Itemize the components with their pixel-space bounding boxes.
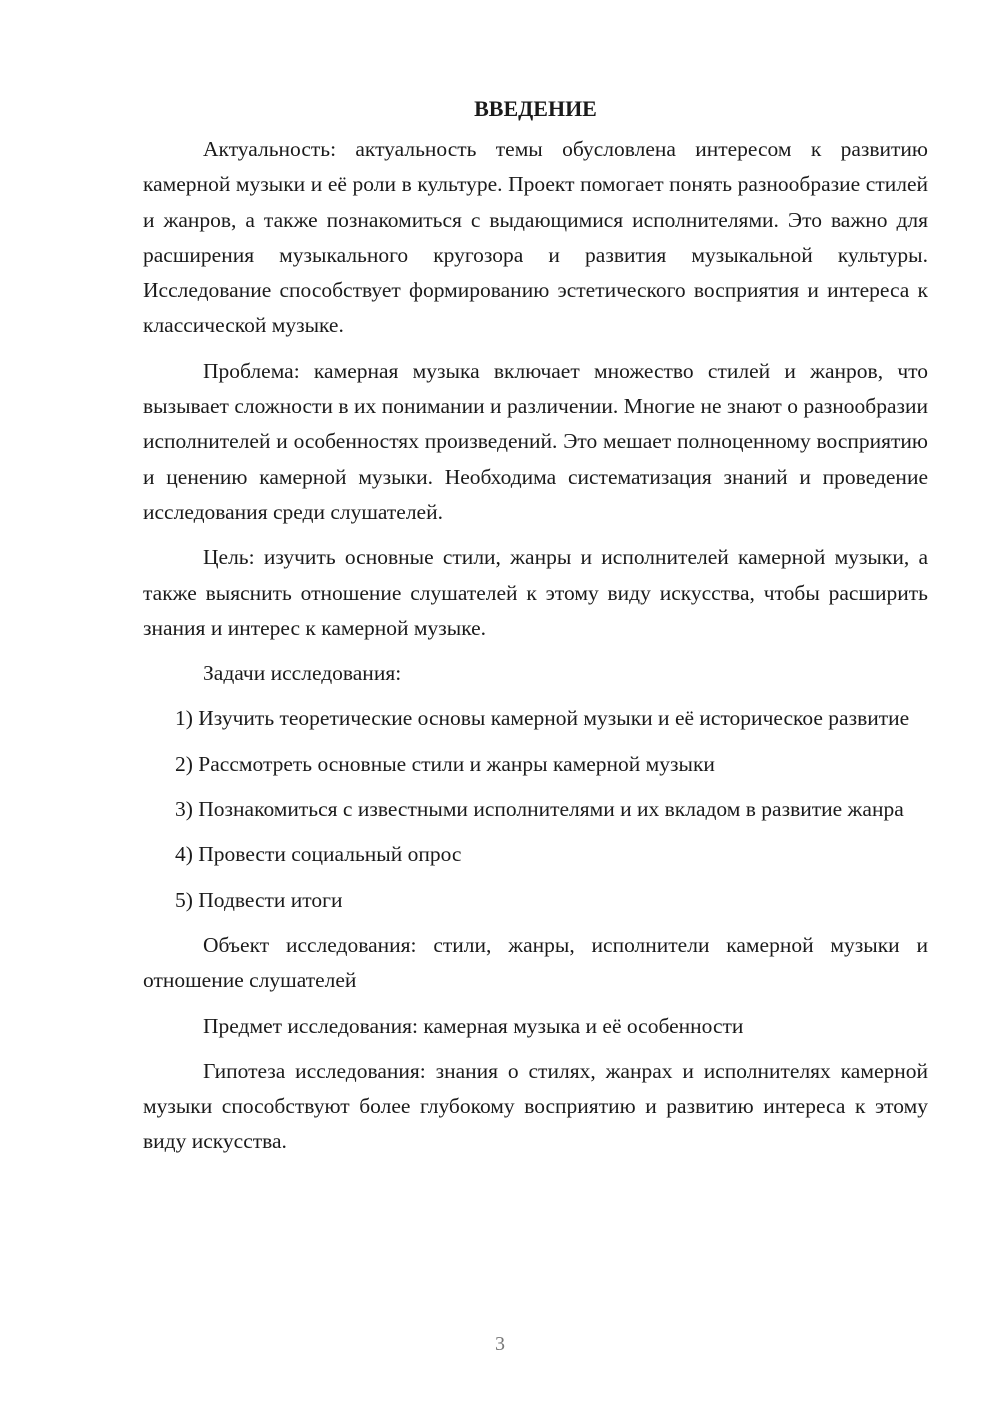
task-item-2: 2) Рассмотреть основные стили и жанры камерной музыки: [175, 751, 715, 776]
task-item-1: 1) Изучить теоретические основы камерной музыки и её историческое развитие: [175, 706, 910, 731]
tasks-heading: Задачи исследования:: [203, 661, 402, 686]
page-number: 3: [495, 1333, 505, 1355]
page-title: ВВЕДЕНИЕ: [474, 96, 597, 121]
paragraph-subject: Предмет исследования: камерная музыка и её особенности: [203, 1013, 744, 1038]
paragraph-goal: Цель: изучить основные стили, жанры и исполнителей камерной музыки, а также выяснить отношение слушателей к этому виду искусства, чтобы расширить знания и интерес к камерной музыке.: [143, 545, 928, 640]
paragraph-hypothesis: Гипотеза исследования: знания о стилях, жанрах и исполнителях камерной музыки способствуют более глубокому восприятию и развитию интереса к этому виду искусства.: [143, 1058, 928, 1154]
task-item-4: 4) Провести социальный опрос: [175, 842, 462, 867]
task-item-5: 5) Подвести итоги: [175, 887, 343, 912]
task-item-3: 3) Познакомиться с известными исполнителями и их вкладом в развитие жанра: [175, 797, 904, 822]
document-page: [143, 94, 928, 1170]
paragraph-problem: Проблема: камерная музыка включает множество стилей и жанров, что вызывает сложности в их понимании и различении. Многие не знают о разнообразии исполнителей и особенностях произведений. Это мешает полноценному восприятию и ценению камерной музыки. Необходима систематизация знаний и проведение исследования среди слушателей.: [143, 358, 928, 524]
paragraph-object: Объект исследования: стили, жанры, исполнители камерной музыки и отношение слушателей: [143, 932, 928, 993]
paragraph-relevance: Актуальность: актуальность темы обусловлена интересом к развитию камерной музыки и её роли в культуре. Проект помогает понять разнообразие стилей и жанров, а также познакомиться с выдающимися исполнителями. Это важно для расширения музыкального кругозора и развития музыкальной культуры. Исследование способствует формированию эстетического восприятия и интереса к классической музыке.: [143, 137, 928, 338]
